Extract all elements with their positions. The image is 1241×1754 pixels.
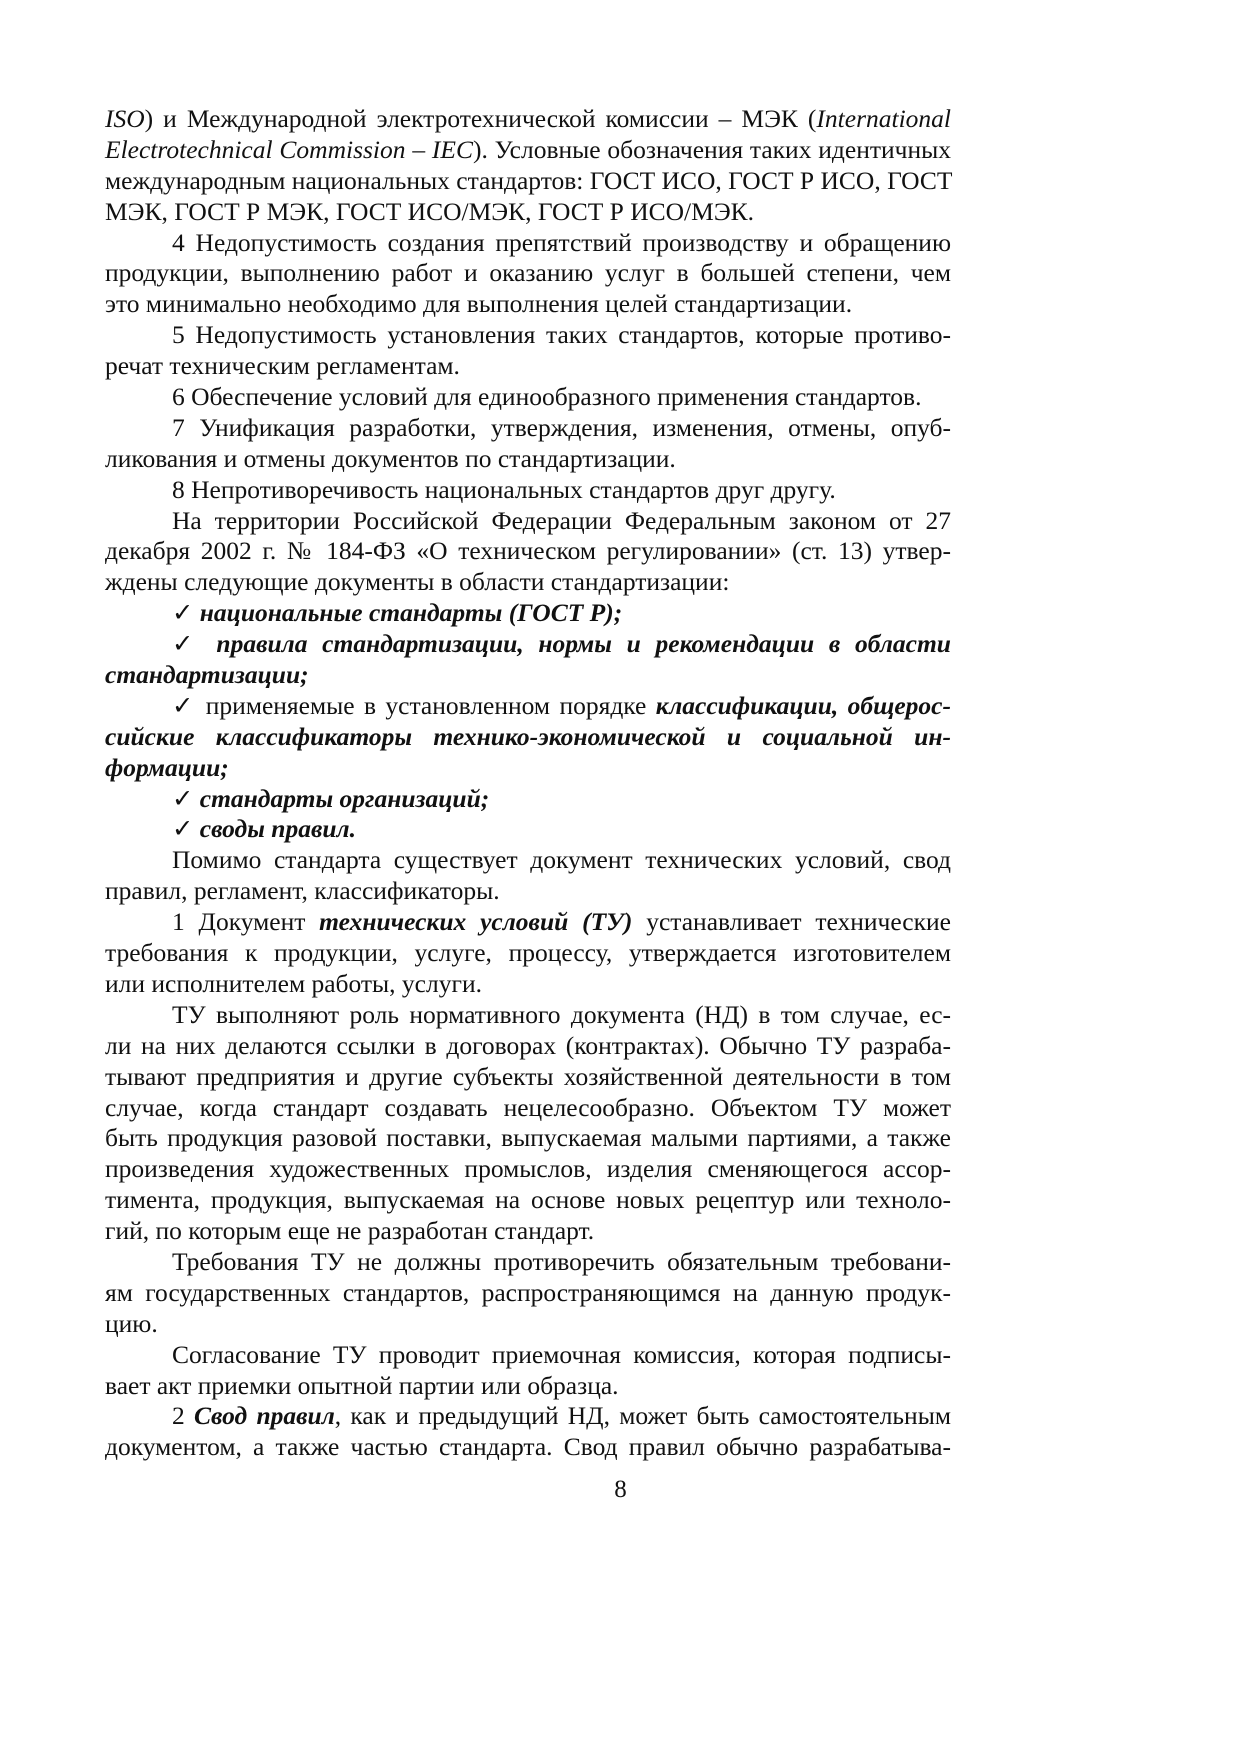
text-line — [105, 382, 951, 413]
text-line — [105, 1432, 951, 1463]
text-span: случае, когда стандарт создавать нецелесообразно. Объектом ТУ может — [105, 1092, 951, 1122]
text-line — [105, 197, 951, 228]
text-line — [105, 506, 951, 537]
text-span: 6 Обеспечение условий для единообразного применения стандартов. — [172, 382, 922, 412]
text-line — [105, 1309, 951, 1340]
text-span: 1 Документ — [172, 907, 320, 937]
text-span: ✓ — [172, 629, 217, 659]
text-span: это минимально необходимо для выполнения целей стандартизации. — [105, 289, 853, 319]
emphasis-text: International — [816, 104, 951, 133]
text-line — [105, 969, 951, 1000]
emphasis-text: технических условий (ТУ) — [319, 907, 633, 937]
text-line — [105, 598, 951, 629]
emphasis-text: сийские классификаторы технико-экономической и социальной ин- — [105, 721, 951, 751]
paragraph — [105, 598, 951, 629]
text-span: ✓ — [172, 598, 200, 628]
text-span: декабря 2002 г. № 184-ФЗ «О техническом регулировании» (ст. 13) утвер- — [105, 536, 951, 566]
paragraph — [105, 475, 951, 506]
text-span: произведения художественных промыслов, изделия сменяющегося ассор- — [105, 1154, 951, 1184]
text-line — [105, 536, 951, 567]
paragraph — [105, 413, 951, 475]
paragraph — [105, 814, 951, 845]
emphasis-text: национальные стандарты (ГОСТ Р); — [199, 598, 623, 628]
text-line — [105, 784, 951, 815]
text-line — [105, 475, 951, 506]
text-line — [105, 660, 951, 691]
text-line — [105, 104, 951, 135]
emphasis-text: правила стандартизации, нормы и рекомендации в области — [216, 629, 951, 659]
text-line — [105, 444, 951, 475]
text-line — [105, 351, 951, 382]
text-span: МЭК, ГОСТ Р МЭК, ГОСТ ИСО/МЭК, ГОСТ Р ИСО/МЭК. — [105, 196, 755, 226]
paragraph — [105, 320, 951, 382]
text-span: Требования ТУ не должны противоречить обязательным требовани- — [172, 1246, 951, 1276]
text-line — [105, 1371, 951, 1402]
text-line — [105, 1031, 951, 1062]
text-span: быть продукция разовой поставки, выпускаемая малыми партиями, а также — [105, 1123, 951, 1153]
text-line — [105, 1278, 951, 1309]
document-body — [105, 104, 951, 1463]
paragraph — [105, 629, 951, 691]
text-span: Согласование ТУ проводит приемочная комиссия, которая подписы- — [172, 1339, 951, 1369]
emphasis-text: стандарты организаций; — [199, 783, 490, 813]
text-line — [105, 1154, 951, 1185]
text-span: 4 Недопустимость создания препятствий производству и обращению — [172, 227, 951, 257]
emphasis-text: ISO — [105, 104, 145, 133]
text-span: или исполнителем работы, услуги. — [105, 968, 482, 998]
emphasis-text: стандартизации; — [105, 660, 309, 690]
text-span: тывают предприятия и другие субъекты хозяйственной деятельности в том — [105, 1061, 951, 1091]
text-span: ждены следующие документы в области стандартизации: — [105, 567, 730, 597]
text-line — [105, 1062, 951, 1093]
text-line — [105, 413, 951, 444]
text-line — [105, 1185, 951, 1216]
text-span: международным национальных стандартов: ГОСТ ИСО, ГОСТ Р ИСО, ГОСТ — [105, 165, 953, 195]
page-number: 8 — [614, 1476, 627, 1503]
text-line — [105, 629, 951, 660]
paragraph — [105, 845, 951, 907]
text-line — [105, 1000, 951, 1031]
paragraph — [105, 506, 951, 599]
text-line — [105, 814, 951, 845]
text-span: , как и предыдущий НД, может быть самостоятельным — [334, 1401, 951, 1431]
text-span: Помимо стандарта существует документ технических условий, свод — [172, 845, 951, 875]
paragraph — [105, 1000, 951, 1247]
text-span: гий, по которым еще не разработан стандарт. — [105, 1216, 595, 1246]
text-span: ям государственных стандартов, распространяющимся на данную продук- — [105, 1277, 951, 1307]
emphasis-text: Свод правил — [194, 1401, 335, 1431]
text-span: ТУ выполняют роль нормативного документа (НД) в том случае, ес- — [172, 999, 951, 1029]
text-span: 2 — [172, 1401, 195, 1431]
text-line — [105, 1340, 951, 1371]
text-line — [105, 691, 951, 722]
text-line — [105, 1401, 951, 1432]
text-span: вает акт приемки опытной партии или образца. — [105, 1370, 619, 1400]
text-span: 8 Непротиворечивость национальных стандартов друг другу. — [172, 474, 836, 504]
text-line — [105, 567, 951, 598]
text-line — [105, 845, 951, 876]
text-line — [105, 1216, 951, 1247]
text-line — [105, 876, 951, 907]
paragraph — [105, 784, 951, 815]
text-span: ). Условные обозначения таких идентичных — [472, 134, 952, 164]
text-span: ✓ применяемые в установленном порядке — [172, 690, 656, 720]
paragraph — [105, 907, 951, 1000]
text-line — [105, 258, 951, 289]
emphasis-text: Electrotechnical Commission – IEC — [105, 134, 473, 164]
text-line — [105, 1093, 951, 1124]
text-line — [105, 753, 951, 784]
text-span: продукции, выполнению работ и оказанию услуг в большей степени, чем — [105, 258, 951, 288]
text-span: требования к продукции, услуге, процессу, утверждается изготовителем — [105, 938, 951, 968]
text-line — [105, 907, 951, 938]
text-line — [105, 228, 951, 259]
text-line — [105, 289, 951, 320]
text-span: ликования и отмены документов по стандартизации. — [105, 443, 676, 473]
paragraph — [105, 382, 951, 413]
paragraph — [105, 104, 951, 228]
text-span: На территории Российской Федерации Федеральным законом от 27 — [172, 505, 951, 535]
text-line — [105, 166, 951, 197]
emphasis-text: формации; — [105, 752, 229, 782]
text-span: ) и Международной электротехнической комиссии – МЭК ( — [144, 104, 817, 133]
paragraph — [105, 691, 951, 784]
text-span: ✓ — [172, 814, 200, 844]
text-span: ли на них делаются ссылки в договорах (контрактах). Обычно ТУ разраба- — [105, 1030, 951, 1060]
text-span: речат техническим регламентам. — [105, 351, 460, 381]
paragraph — [105, 1340, 951, 1402]
text-span: тимента, продукция, выпускаемая на основе новых рецептур или техноло- — [105, 1185, 951, 1215]
text-span: 5 Недопустимость установления таких стандартов, которые противо- — [172, 320, 951, 350]
text-line — [105, 135, 951, 166]
text-span: 7 Унификация разработки, утверждения, изменения, отмены, опуб- — [172, 412, 951, 442]
text-line — [105, 1247, 951, 1278]
text-line — [105, 938, 951, 969]
paragraph — [105, 228, 951, 321]
text-span: документом, а также частью стандарта. Свод правил обычно разрабатыва- — [105, 1432, 951, 1462]
paragraph — [105, 1401, 951, 1463]
text-span: устанавливает технические — [632, 907, 951, 937]
emphasis-text: классификации, общерос- — [655, 690, 951, 720]
text-line — [105, 722, 951, 753]
text-line — [105, 1123, 951, 1154]
text-line — [105, 320, 951, 351]
text-span: цию. — [105, 1308, 158, 1338]
paragraph — [105, 1247, 951, 1340]
text-span: ✓ — [172, 783, 200, 813]
text-span: правил, регламент, классификаторы. — [105, 876, 500, 906]
emphasis-text: своды правил. — [199, 814, 356, 844]
